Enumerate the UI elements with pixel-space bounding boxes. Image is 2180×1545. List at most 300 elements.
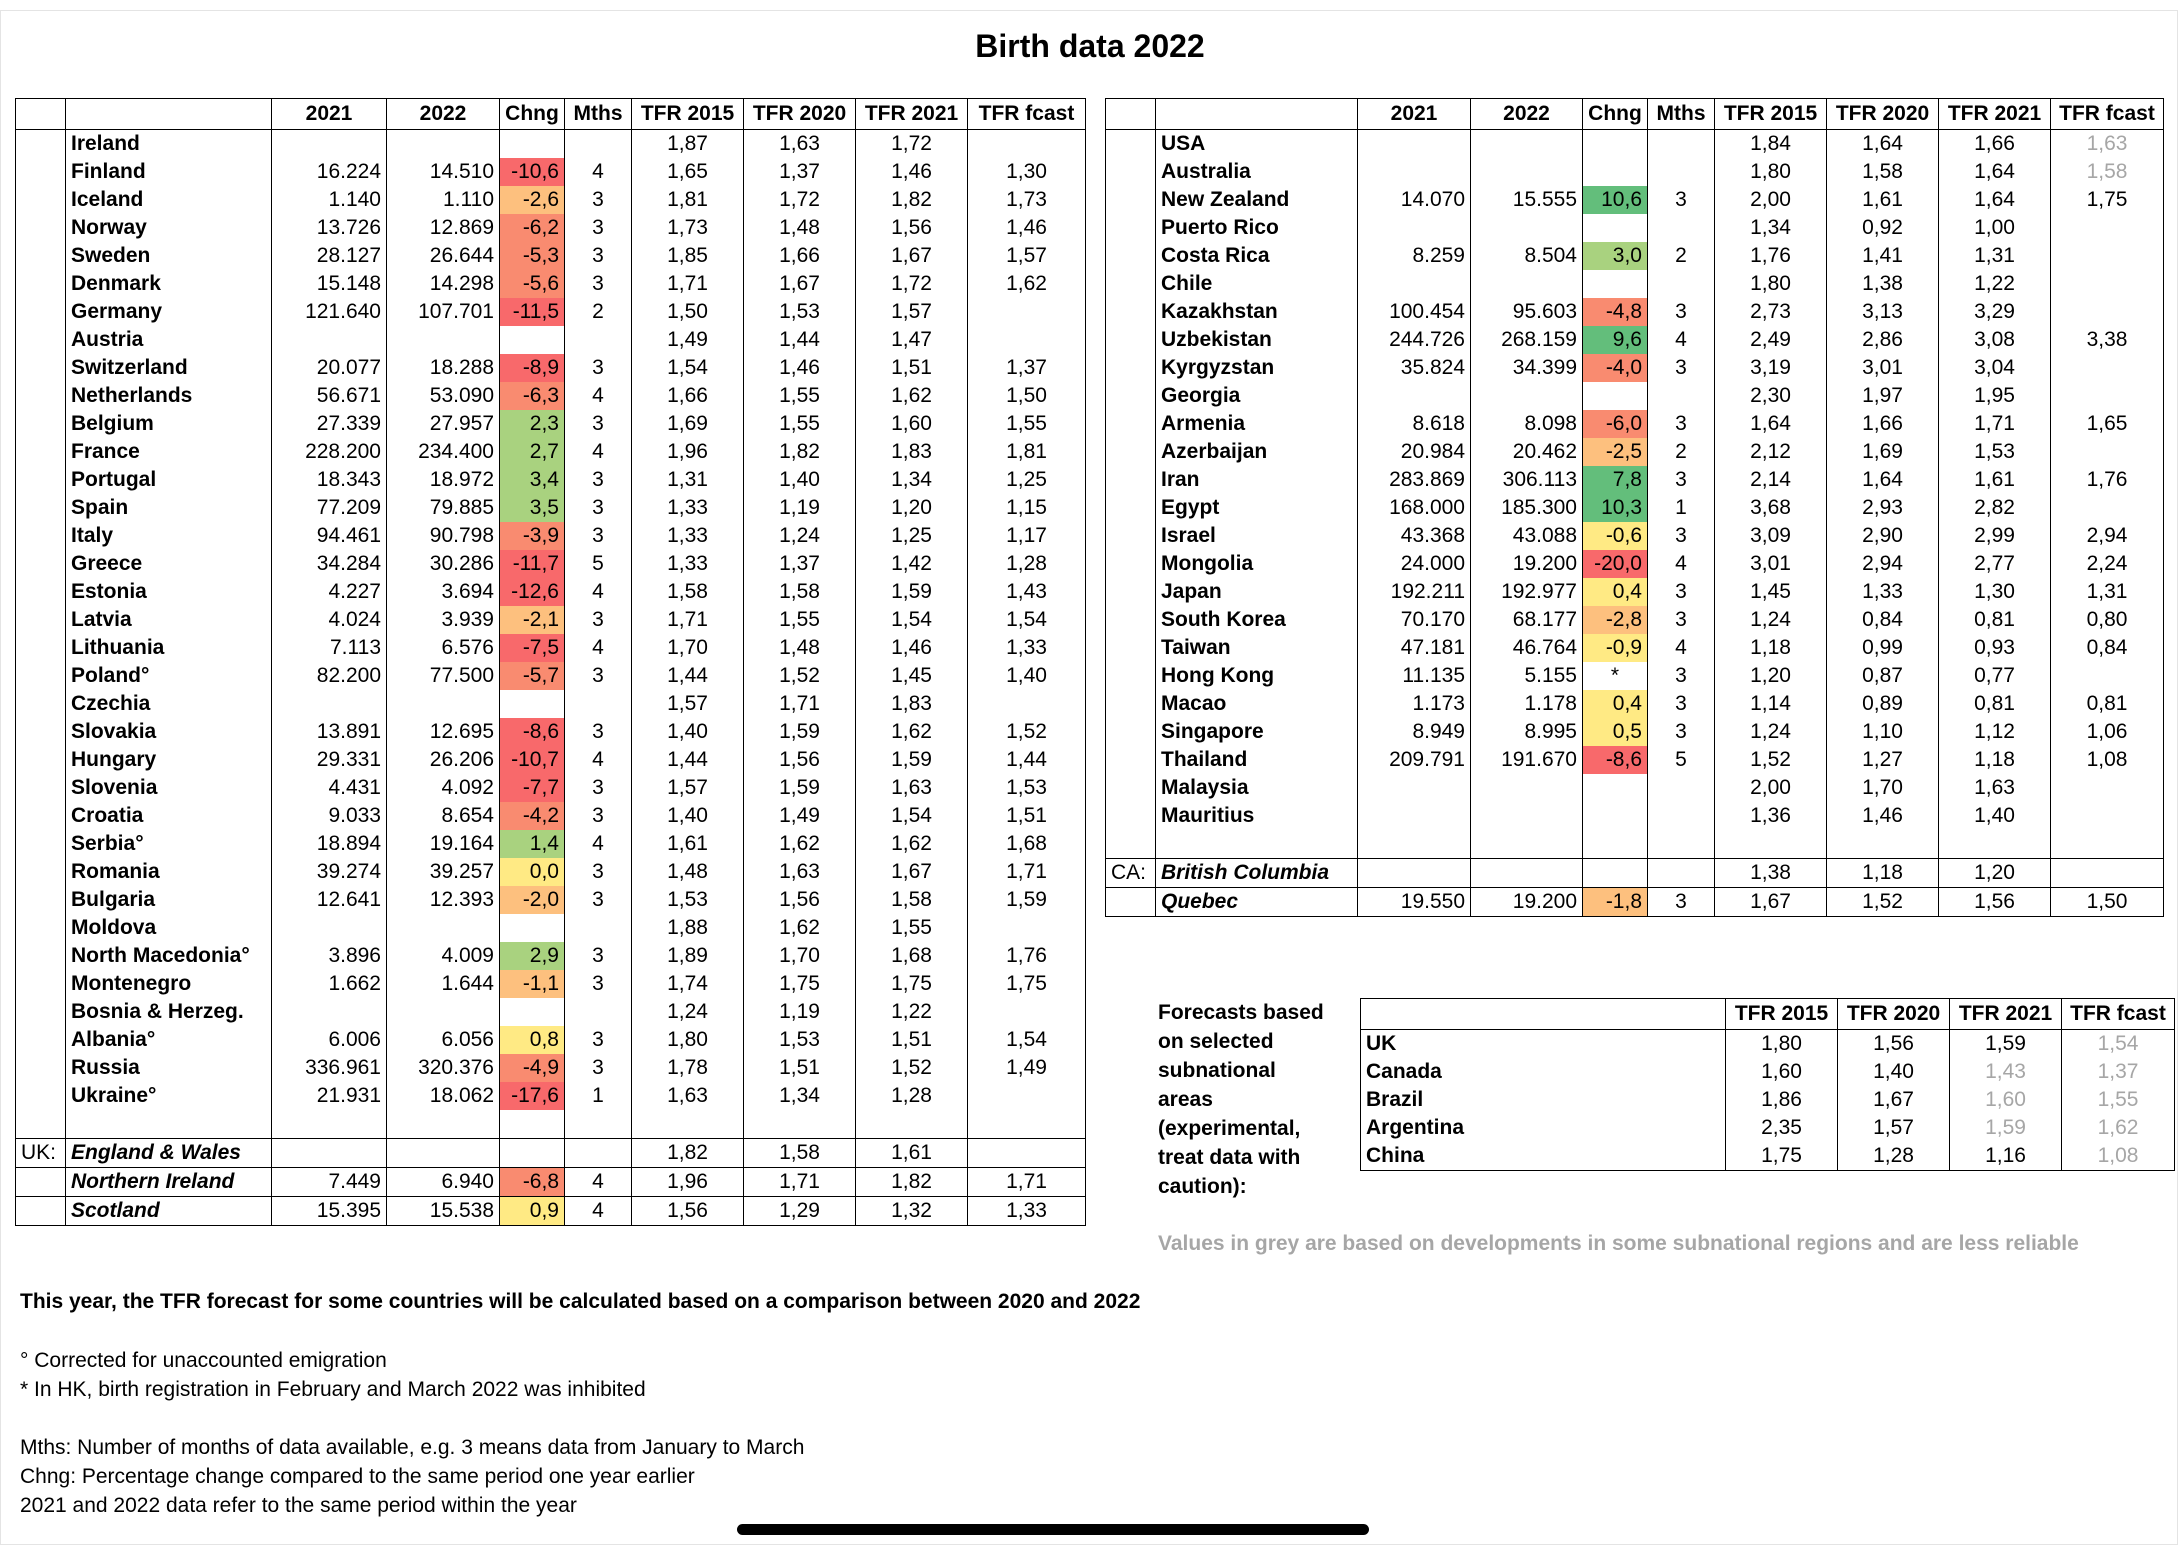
tfr-forecast <box>968 130 1086 159</box>
births-2022: 19.200 <box>1471 888 1583 917</box>
change-percent: * <box>1583 662 1648 690</box>
page-title: Birth data 2022 <box>975 28 1205 64</box>
table-row <box>1106 298 2164 326</box>
births-2021: 1.173 <box>1358 690 1471 718</box>
region-prefix <box>16 858 66 886</box>
births-2021: 56.671 <box>272 382 387 410</box>
births-2022: 268.159 <box>1471 326 1583 354</box>
tfr-2021: 1,18 <box>1939 746 2051 774</box>
tfr-forecast: 1,51 <box>968 802 1086 830</box>
tfr-forecast: 1,17 <box>968 522 1086 550</box>
births-2021 <box>272 1139 387 1168</box>
country-name: Greece <box>66 550 272 578</box>
months-available: 3 <box>1648 186 1715 214</box>
table-row <box>1106 634 2164 662</box>
change-percent <box>1583 214 1648 242</box>
tfr-forecast: 1,65 <box>2051 410 2164 438</box>
births-2021 <box>1358 158 1471 186</box>
months-available: 3 <box>565 242 632 270</box>
table-row <box>1106 214 2164 242</box>
change-percent: 0,8 <box>500 1026 565 1054</box>
months-available: 2 <box>565 298 632 326</box>
tfr-forecast <box>2051 382 2164 410</box>
tfr-forecast: 1,57 <box>968 242 1086 270</box>
country-name: Poland° <box>66 662 272 690</box>
column-header <box>1156 99 1358 130</box>
months-available: 3 <box>1648 522 1715 550</box>
column-header: Mths <box>1648 99 1715 130</box>
births-2022: 79.885 <box>387 494 500 522</box>
births-2022: 8.995 <box>1471 718 1583 746</box>
table-header-row <box>1106 99 2164 130</box>
table-row <box>16 494 1086 522</box>
country-name: Netherlands <box>66 382 272 410</box>
births-2022: 18.288 <box>387 354 500 382</box>
forecast-label-line: caution): <box>1158 1175 1247 1198</box>
tfr-forecast <box>2051 774 2164 802</box>
tfr-2021: 1,30 <box>1939 578 2051 606</box>
table-row <box>1106 326 2164 354</box>
births-2021: 1.662 <box>272 970 387 998</box>
tfr-forecast: 1,55 <box>2062 1086 2175 1114</box>
births-2021: 15.395 <box>272 1197 387 1226</box>
table-row <box>16 858 1086 886</box>
region-prefix <box>16 354 66 382</box>
births-2022: 8.098 <box>1471 410 1583 438</box>
births-2021: 20.984 <box>1358 438 1471 466</box>
country-name: Northern Ireland <box>66 1168 272 1197</box>
region-prefix <box>16 438 66 466</box>
tfr-forecast: 1,75 <box>2051 186 2164 214</box>
tfr-2020: 1,56 <box>1838 1030 1950 1059</box>
change-percent: 0,5 <box>1583 718 1648 746</box>
table-row <box>16 970 1086 998</box>
change-percent: -6,8 <box>500 1168 565 1197</box>
region-prefix <box>16 214 66 242</box>
births-2021: 9.033 <box>272 802 387 830</box>
region-prefix <box>16 914 66 942</box>
tfr-2020: 0,84 <box>1827 606 1939 634</box>
tfr-2020: 1,58 <box>744 1139 856 1168</box>
tfr-forecast <box>2051 438 2164 466</box>
tfr-2020: 1,34 <box>744 1082 856 1110</box>
table-row <box>16 1082 1086 1110</box>
region-prefix <box>1106 354 1156 382</box>
tfr-2021: 1,62 <box>856 830 968 858</box>
table-row <box>1106 578 2164 606</box>
tfr-2015: 2,30 <box>1715 382 1827 410</box>
column-header: TFR fcast <box>968 99 1086 130</box>
months-available: 5 <box>1648 746 1715 774</box>
births-2022: 26.206 <box>387 746 500 774</box>
births-2021: 39.274 <box>272 858 387 886</box>
change-percent: 7,8 <box>1583 466 1648 494</box>
tfr-2015: 1,87 <box>632 130 744 159</box>
tfr-2015: 1,78 <box>632 1054 744 1082</box>
births-2022: 15.538 <box>387 1197 500 1226</box>
table-row <box>16 130 1086 159</box>
country-name: Macao <box>1156 690 1358 718</box>
births-2022: 90.798 <box>387 522 500 550</box>
change-percent: -20,0 <box>1583 550 1648 578</box>
births-2022: 53.090 <box>387 382 500 410</box>
tfr-forecast <box>968 1139 1086 1168</box>
tfr-2015: 1,24 <box>1715 718 1827 746</box>
region-prefix <box>16 186 66 214</box>
tfr-2021: 1,75 <box>856 970 968 998</box>
tfr-2015: 1,96 <box>632 1168 744 1197</box>
months-available: 4 <box>565 382 632 410</box>
births-2022: 185.300 <box>1471 494 1583 522</box>
region-prefix <box>1106 802 1156 830</box>
tfr-2021: 0,81 <box>1939 606 2051 634</box>
region-prefix <box>1106 242 1156 270</box>
tfr-2021: 1,58 <box>856 886 968 914</box>
tfr-2020: 1,33 <box>1827 578 1939 606</box>
tfr-2020: 1,24 <box>744 522 856 550</box>
region-prefix <box>1106 214 1156 242</box>
tfr-2021: 1,34 <box>856 466 968 494</box>
table-row <box>16 550 1086 578</box>
months-available: 4 <box>565 830 632 858</box>
table-row <box>16 354 1086 382</box>
months-available: 3 <box>1648 466 1715 494</box>
region-prefix <box>16 298 66 326</box>
births-2022 <box>387 1110 500 1139</box>
region-prefix <box>16 578 66 606</box>
tfr-2021: 1,52 <box>856 1054 968 1082</box>
tfr-2021: 1,72 <box>856 130 968 159</box>
births-2022: 14.510 <box>387 158 500 186</box>
tfr-2021: 1,83 <box>856 690 968 718</box>
region-prefix <box>16 970 66 998</box>
change-percent: 0,9 <box>500 1197 565 1226</box>
tfr-2021: 0,93 <box>1939 634 2051 662</box>
change-percent: -4,8 <box>1583 298 1648 326</box>
tfr-2021: 1,28 <box>856 1082 968 1110</box>
tfr-2021: 2,82 <box>1939 494 2051 522</box>
tfr-2020: 1,48 <box>744 634 856 662</box>
table-row <box>16 914 1086 942</box>
births-2021 <box>1358 830 1471 859</box>
tfr-2020: 1,57 <box>1838 1114 1950 1142</box>
tfr-2015: 1,60 <box>1726 1058 1838 1086</box>
tfr-forecast: 1,49 <box>968 1054 1086 1082</box>
country-name: Iceland <box>66 186 272 214</box>
months-available: 3 <box>1648 718 1715 746</box>
column-header: Chng <box>500 99 565 130</box>
change-percent: -5,3 <box>500 242 565 270</box>
tfr-2021: 0,81 <box>1939 690 2051 718</box>
tfr-2015: 1,69 <box>632 410 744 438</box>
tfr-2015: 1,80 <box>1715 270 1827 298</box>
region-prefix <box>1106 578 1156 606</box>
births-2021: 209.791 <box>1358 746 1471 774</box>
tfr-forecast: 3,38 <box>2051 326 2164 354</box>
country-name: USA <box>1156 130 1358 159</box>
tfr-2021: 1,16 <box>1950 1142 2062 1171</box>
table-row <box>16 830 1086 858</box>
births-2021 <box>1358 802 1471 830</box>
tfr-2020: 1,75 <box>744 970 856 998</box>
tfr-2020: 1,59 <box>744 718 856 746</box>
tfr-2020: 3,13 <box>1827 298 1939 326</box>
tfr-2020: 1,37 <box>744 550 856 578</box>
tfr-forecast: 1,33 <box>968 634 1086 662</box>
tfr-2021: 1,51 <box>856 1026 968 1054</box>
tfr-forecast: 0,81 <box>2051 690 2164 718</box>
births-2022 <box>1471 830 1583 859</box>
tfr-2020: 1,29 <box>744 1197 856 1226</box>
months-available: 3 <box>1648 578 1715 606</box>
change-percent: -2,1 <box>500 606 565 634</box>
column-header <box>1361 999 1726 1030</box>
region-prefix <box>16 886 66 914</box>
months-available: 4 <box>565 746 632 774</box>
births-2022: 46.764 <box>1471 634 1583 662</box>
tfr-2020: 1,52 <box>744 662 856 690</box>
months-available <box>565 998 632 1026</box>
table-row <box>16 886 1086 914</box>
tfr-2021: 1,20 <box>856 494 968 522</box>
births-2021: 168.000 <box>1358 494 1471 522</box>
change-percent: 2,9 <box>500 942 565 970</box>
table-row <box>1106 270 2164 298</box>
months-available: 3 <box>1648 690 1715 718</box>
change-percent: -11,5 <box>500 298 565 326</box>
region-prefix <box>1106 888 1156 917</box>
tfr-2015: 2,35 <box>1726 1114 1838 1142</box>
births-2021: 82.200 <box>272 662 387 690</box>
tfr-2021: 1,22 <box>856 998 968 1026</box>
tfr-2015: 2,00 <box>1715 774 1827 802</box>
forecast-label-line: Forecasts based <box>1158 1001 1324 1024</box>
tfr-forecast <box>2051 830 2164 859</box>
months-available: 3 <box>1648 354 1715 382</box>
tfr-2021: 1,82 <box>856 186 968 214</box>
table-row <box>16 774 1086 802</box>
table-row <box>1106 718 2164 746</box>
country-name: Belgium <box>66 410 272 438</box>
tfr-2020: 1,27 <box>1827 746 1939 774</box>
region-prefix: CA: <box>1106 859 1156 888</box>
table-row <box>16 1139 1086 1168</box>
tfr-2020: 1,49 <box>744 802 856 830</box>
months-available: 3 <box>565 662 632 690</box>
tfr-2020: 1,97 <box>1827 382 1939 410</box>
change-percent: -7,7 <box>500 774 565 802</box>
tfr-2021: 1,56 <box>1939 888 2051 917</box>
tfr-2020: 2,86 <box>1827 326 1939 354</box>
tfr-forecast <box>2051 662 2164 690</box>
tfr-2015: 1,54 <box>632 354 744 382</box>
change-percent <box>1583 382 1648 410</box>
region-prefix <box>16 1168 66 1197</box>
tfr-2021: 1,40 <box>1939 802 2051 830</box>
births-2021: 77.209 <box>272 494 387 522</box>
months-available: 3 <box>1648 888 1715 917</box>
change-percent: -0,6 <box>1583 522 1648 550</box>
births-2021 <box>272 326 387 354</box>
tfr-2015: 1,14 <box>1715 690 1827 718</box>
tfr-2020: 1,55 <box>744 606 856 634</box>
tfr-forecast: 1,75 <box>968 970 1086 998</box>
tfr-2020: 1,18 <box>1827 859 1939 888</box>
births-2021: 336.961 <box>272 1054 387 1082</box>
tfr-2021 <box>1939 830 2051 859</box>
region-prefix <box>16 550 66 578</box>
country-name: Japan <box>1156 578 1358 606</box>
period-legend: 2021 and 2022 data refer to the same period within the year <box>20 1494 577 1517</box>
change-percent: -1,1 <box>500 970 565 998</box>
tfr-2021: 1,54 <box>856 606 968 634</box>
tfr-forecast <box>2051 802 2164 830</box>
tfr-2015: 1,63 <box>632 1082 744 1110</box>
change-percent <box>1583 830 1648 859</box>
table-row <box>16 438 1086 466</box>
table-row <box>1106 888 2164 917</box>
tfr-forecast <box>2051 859 2164 888</box>
tfr-2020: 1,72 <box>744 186 856 214</box>
tfr-2021: 3,29 <box>1939 298 2051 326</box>
births-2021: 100.454 <box>1358 298 1471 326</box>
tfr-2015: 1,31 <box>632 466 744 494</box>
tfr-2020: 1,70 <box>1827 774 1939 802</box>
tfr-2020: 1,46 <box>744 354 856 382</box>
tfr-forecast: 1,62 <box>968 270 1086 298</box>
tfr-2015: 3,68 <box>1715 494 1827 522</box>
tfr-2015: 1,40 <box>632 718 744 746</box>
births-2022 <box>387 690 500 718</box>
change-percent: 2,7 <box>500 438 565 466</box>
months-available <box>565 690 632 718</box>
forecast-row <box>1361 1114 2175 1142</box>
births-2021: 6.006 <box>272 1026 387 1054</box>
grey-values-note: Values in grey are based on developments in some subnational regions and are less reliable <box>1158 1232 2079 1255</box>
births-2022: 19.200 <box>1471 550 1583 578</box>
months-available: 3 <box>565 606 632 634</box>
tfr-2020: 1,63 <box>744 858 856 886</box>
europe-birth-table <box>15 98 1086 1226</box>
tfr-2021: 1,60 <box>1950 1086 2062 1114</box>
tfr-2015: 1,61 <box>632 830 744 858</box>
tfr-2015: 1,81 <box>632 186 744 214</box>
births-2022: 191.670 <box>1471 746 1583 774</box>
tfr-2015: 1,71 <box>632 606 744 634</box>
tfr-forecast: 1,44 <box>968 746 1086 774</box>
country-name: Puerto Rico <box>1156 214 1358 242</box>
forecast-row <box>1361 1086 2175 1114</box>
tfr-forecast: 1,55 <box>968 410 1086 438</box>
column-header <box>16 99 66 130</box>
tfr-2015: 1,66 <box>632 382 744 410</box>
births-2021: 4.024 <box>272 606 387 634</box>
region-prefix <box>16 802 66 830</box>
months-available: 4 <box>565 1168 632 1197</box>
change-percent: -2,5 <box>1583 438 1648 466</box>
tfr-2020: 2,93 <box>1827 494 1939 522</box>
tfr-forecast: 1,46 <box>968 214 1086 242</box>
months-available <box>1648 214 1715 242</box>
tfr-forecast <box>968 298 1086 326</box>
region-prefix <box>1106 522 1156 550</box>
months-available: 3 <box>565 494 632 522</box>
forecast-row <box>1361 1030 2175 1059</box>
change-percent: 0,4 <box>1583 578 1648 606</box>
tfr-2015: 1,52 <box>1715 746 1827 774</box>
tfr-2015: 1,89 <box>632 942 744 970</box>
tfr-2020: 1,41 <box>1827 242 1939 270</box>
column-header: TFR fcast <box>2051 99 2164 130</box>
months-available: 4 <box>565 634 632 662</box>
table-row <box>1106 354 2164 382</box>
births-2022: 39.257 <box>387 858 500 886</box>
births-2022: 107.701 <box>387 298 500 326</box>
tfr-2021: 1,22 <box>1939 270 2051 298</box>
tfr-2020: 1,55 <box>744 410 856 438</box>
tfr-forecast: 1,50 <box>968 382 1086 410</box>
months-available: 3 <box>1648 298 1715 326</box>
tfr-forecast <box>968 1110 1086 1139</box>
change-percent: 10,6 <box>1583 186 1648 214</box>
country-name: Serbia° <box>66 830 272 858</box>
births-2022: 6.056 <box>387 1026 500 1054</box>
months-available: 3 <box>565 942 632 970</box>
table-row <box>1106 746 2164 774</box>
table-row <box>16 606 1086 634</box>
tfr-forecast: 1,37 <box>2062 1058 2175 1086</box>
region-prefix <box>1106 550 1156 578</box>
column-header: TFR 2020 <box>1827 99 1939 130</box>
region-prefix <box>16 746 66 774</box>
change-percent: -0,9 <box>1583 634 1648 662</box>
tfr-2015: 2,49 <box>1715 326 1827 354</box>
change-percent: -5,6 <box>500 270 565 298</box>
forecast-label-line: subnational <box>1158 1059 1276 1082</box>
region-prefix <box>16 830 66 858</box>
tfr-2021: 1,61 <box>856 1139 968 1168</box>
change-percent: -8,6 <box>1583 746 1648 774</box>
region-prefix <box>1106 158 1156 186</box>
home-indicator-bar[interactable] <box>737 1524 1369 1535</box>
country-name: Argentina <box>1361 1114 1726 1142</box>
births-2021: 192.211 <box>1358 578 1471 606</box>
region-prefix <box>16 606 66 634</box>
tfr-forecast: 1,30 <box>968 158 1086 186</box>
births-2022 <box>1471 270 1583 298</box>
tfr-2015: 3,09 <box>1715 522 1827 550</box>
births-2021 <box>272 1110 387 1139</box>
country-name: Albania° <box>66 1026 272 1054</box>
births-2022: 4.092 <box>387 774 500 802</box>
births-2022: 27.957 <box>387 410 500 438</box>
region-prefix <box>16 1082 66 1110</box>
tfr-forecast: 1,08 <box>2051 746 2164 774</box>
table-row <box>16 410 1086 438</box>
months-available: 3 <box>565 802 632 830</box>
table-row <box>16 382 1086 410</box>
tfr-2021: 1,83 <box>856 438 968 466</box>
months-available: 4 <box>565 578 632 606</box>
country-name: Singapore <box>1156 718 1358 746</box>
births-2021: 28.127 <box>272 242 387 270</box>
births-2021: 3.896 <box>272 942 387 970</box>
tfr-2021: 1,46 <box>856 158 968 186</box>
tfr-2021: 1,25 <box>856 522 968 550</box>
tfr-forecast: 1,58 <box>2051 158 2164 186</box>
births-2022: 1.644 <box>387 970 500 998</box>
column-header: Chng <box>1583 99 1648 130</box>
